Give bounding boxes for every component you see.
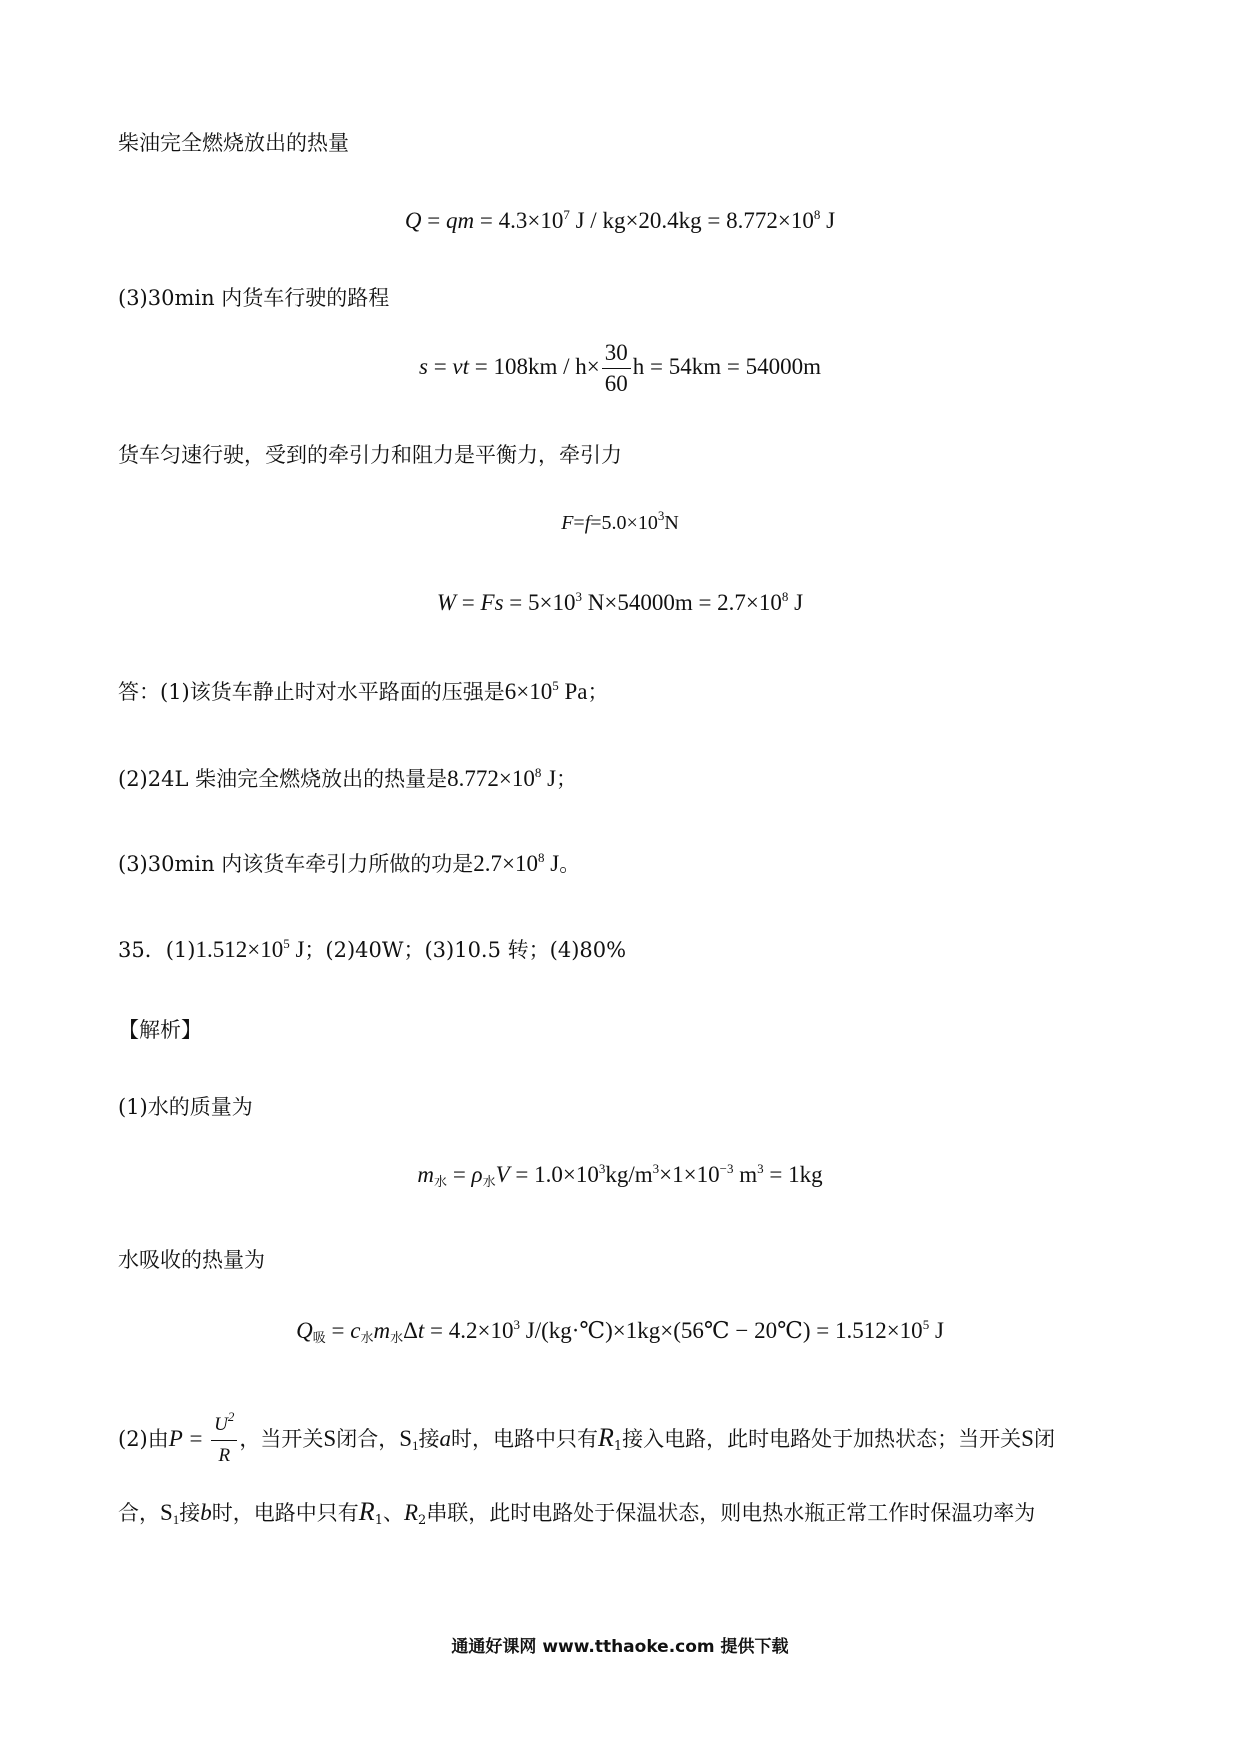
text-line-heat: 柴油完全燃烧放出的热量	[118, 131, 349, 155]
answer-1: 答：(1)该货车静止时对水平路面的压强是$6\times 10^5$ Pa；	[118, 678, 609, 704]
equation-distance: s = vt = 108km / h× $\frac{30}{60}$ h = 54km = 54000m	[418, 340, 821, 396]
answer-3: (3)30min 内该货车牵引力所做的功是$2.7\times 10^8$ J。	[118, 850, 581, 876]
text-line-water-mass: (1)水的质量为	[118, 1095, 253, 1119]
analysis-heading: 【解析】	[118, 1018, 202, 1042]
equation-force: $F=f=5.0\times 10^3N$	[561, 508, 679, 534]
equation-water-heat: $Q_吸 = c_水m_水\Delta t = 4.2\times 10^3$ J/(kg·℃)×1kg×(56℃ − 20℃) = $1.512\times 10^5$ J	[296, 1317, 944, 1345]
text-line-water-heat: 水吸收的热量为	[118, 1248, 265, 1272]
equation-work: $W = Fs = 5\times 10^3$ $N\times 54000m = 2.7\times 10^8$ J	[436, 589, 804, 615]
text-line-distance: (3)30min 内货车行驶的路程	[118, 286, 390, 310]
equation-heat: Q = qm = $4.3\times 10^7$ $J / kg\times 20.4kg = 8.772\times 10^8$ J	[404, 207, 836, 233]
text-line-force: 货车匀速行驶，受到的牵引力和阻力是平衡力，牵引力	[118, 443, 622, 467]
text-line-power-formula: (2)由P = $\frac{U^2}{R}$ ，当开关S闭合，$S_1$接a时，电路中只有$R_1$接入电路，此时电路处于加热状态；当开关S闭	[118, 1409, 1055, 1466]
answer-2: (2)24L 柴油完全燃烧放出的热量是$8.772\times 10^8$ J；	[118, 765, 578, 791]
text-line-keep-warm: 合，$S_1$接b时，电路中只有$R_1$、$R_2$串联，此时电路处于保温状态，则电热水瓶正常工作时保温功率为	[118, 1497, 1036, 1528]
footer-source: 通通好课网 www.tthaoke.com 提供下载	[451, 1637, 789, 1657]
question-35-answer: 35．$(1)1.512\times 10^5$ J；(2)40W；(3)10.5 转；(4)80%	[118, 936, 627, 962]
equation-water-mass: $m_水 = \rho_水V = 1.0\times 10^3kg/m^3\times 1\times 10^{-3}$ $m^3 = 1kg$	[417, 1161, 823, 1189]
